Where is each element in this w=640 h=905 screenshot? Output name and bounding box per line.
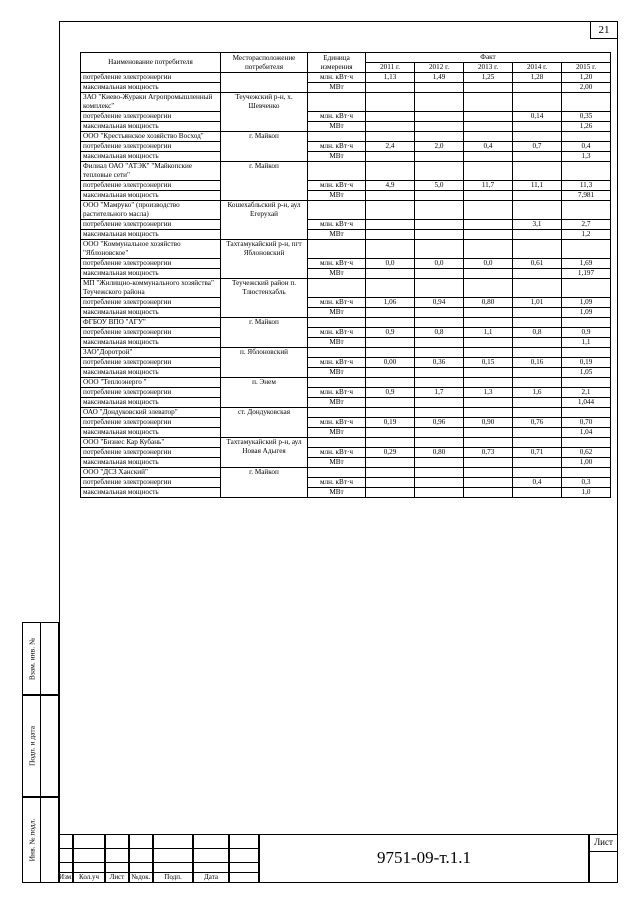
energy-value: 0,80 xyxy=(415,448,464,458)
header-location: Месторасположение потребителя xyxy=(221,53,308,73)
table-row xyxy=(81,438,611,448)
table-row xyxy=(81,83,611,93)
consumer-location xyxy=(221,73,308,93)
power-value: 1,04 xyxy=(562,428,611,438)
table-row xyxy=(81,428,611,438)
table-row xyxy=(81,368,611,378)
energy-value: 1,7 xyxy=(415,388,464,398)
consumer-name: ЗАО"Доротрой" xyxy=(81,348,221,358)
power-label: максимальная мощность xyxy=(81,368,221,378)
table-row xyxy=(81,122,611,132)
energy-unit: млн. кВт·ч xyxy=(308,328,366,338)
power-unit: МВт xyxy=(308,122,366,132)
energy-unit: млн. кВт·ч xyxy=(308,478,366,488)
consumer-name: ООО "ДСЗ Ханский" xyxy=(81,468,221,478)
energy-label: потребление электроэнергии xyxy=(81,220,221,230)
energy-value: 0,0 xyxy=(366,259,415,269)
title-block xyxy=(59,834,618,883)
table-row xyxy=(81,152,611,162)
energy-value xyxy=(415,112,464,122)
energy-unit: млн. кВт·ч xyxy=(308,259,366,269)
energy-value: 0,4 xyxy=(513,478,562,488)
energy-value: 0,94 xyxy=(415,298,464,308)
energy-label: потребление электроэнергии xyxy=(81,181,221,191)
table-row xyxy=(81,112,611,122)
energy-value: 0,9 xyxy=(366,328,415,338)
header-year: 2015 г. xyxy=(562,63,611,73)
power-label: максимальная мощность xyxy=(81,338,221,348)
table-row xyxy=(81,458,611,468)
energy-value: 0,36 xyxy=(415,358,464,368)
energy-label: потребление электроэнергии xyxy=(81,358,221,368)
consumer-location: п. Яблоновский xyxy=(221,348,308,378)
table-row xyxy=(81,279,611,298)
energy-value xyxy=(464,478,513,488)
consumer-name: ООО "Мамруко" (производство растительного масла) xyxy=(81,201,221,220)
energy-value: 0,9 xyxy=(366,388,415,398)
energy-value: 0,9 xyxy=(562,328,611,338)
power-value: 1,044 xyxy=(562,398,611,408)
power-value: 1,09 xyxy=(562,308,611,318)
table-row xyxy=(81,162,611,181)
stamp-label: Лист xyxy=(109,873,125,881)
energy-value: 0,29 xyxy=(366,448,415,458)
energy-unit: млн. кВт·ч xyxy=(308,358,366,368)
energy-value: 2,0 xyxy=(415,142,464,152)
energy-value: 0,80 xyxy=(464,298,513,308)
consumer-name: ООО "Бизнес Кар Кубань" xyxy=(81,438,221,448)
power-value: 1,00 xyxy=(562,458,611,468)
energy-value xyxy=(464,220,513,230)
energy-value: 0,71 xyxy=(513,448,562,458)
consumer-location: Тахтамукайский р-н, пгт Яблоновский xyxy=(221,240,308,279)
energy-value: 1,06 xyxy=(366,298,415,308)
power-value: 1,1 xyxy=(562,338,611,348)
power-value: 1,26 xyxy=(562,122,611,132)
energy-value: 0,0 xyxy=(464,259,513,269)
consumer-location: ст. Дондуковская xyxy=(221,408,308,438)
table-row xyxy=(81,73,611,83)
energy-unit: млн. кВт·ч xyxy=(308,388,366,398)
energy-value: 0,19 xyxy=(562,358,611,368)
table-row xyxy=(81,388,611,398)
energy-value: 0,62 xyxy=(562,448,611,458)
energy-value: 1,3 xyxy=(464,388,513,398)
side-inv-zam: Взам. инв. № xyxy=(22,622,41,695)
power-label: максимальная мощность xyxy=(81,488,221,498)
energy-value: 0,96 xyxy=(415,418,464,428)
table-row xyxy=(81,191,611,201)
table-row xyxy=(81,269,611,279)
energy-unit: млн. кВт·ч xyxy=(308,142,366,152)
header-consumer: Наименование потребителя xyxy=(81,53,221,73)
table-row xyxy=(81,478,611,488)
energy-value: 2,1 xyxy=(562,388,611,398)
power-unit: МВт xyxy=(308,398,366,408)
consumer-name: Филиал ОАО "АТЭК" "Майкопские тепловые сети" xyxy=(81,162,221,181)
table-row xyxy=(81,132,611,142)
power-label: максимальная мощность xyxy=(81,458,221,468)
energy-unit: млн. кВт·ч xyxy=(308,181,366,191)
consumer-name: ООО "Коммунальное хозяйство "Яблоновское" xyxy=(81,240,221,259)
power-unit: МВт xyxy=(308,152,366,162)
table-row xyxy=(81,338,611,348)
energy-value: 0,90 xyxy=(464,418,513,428)
energy-label: потребление электроэнергии xyxy=(81,388,221,398)
energy-value: 1,28 xyxy=(513,73,562,83)
power-label: максимальная мощность xyxy=(81,428,221,438)
table-row xyxy=(81,418,611,428)
table-row xyxy=(81,378,611,388)
header-year: 2011 г. xyxy=(366,63,415,73)
header-year: 2012 г. xyxy=(415,63,464,73)
consumer-name: ОАО "Дондуковский элеватор" xyxy=(81,408,221,418)
energy-value: 2,7 xyxy=(562,220,611,230)
side-inv-zam-blank xyxy=(41,622,59,695)
power-unit: МВт xyxy=(308,368,366,378)
document-code: 9751-09-т.1.1 xyxy=(377,848,471,867)
table-row xyxy=(81,318,611,328)
header-fact: Факт xyxy=(366,53,611,63)
energy-label: потребление электроэнергии xyxy=(81,448,221,458)
stamp-label: Дата xyxy=(204,873,218,881)
power-value: 1,3 xyxy=(562,152,611,162)
energy-value: 0,0 xyxy=(415,259,464,269)
energy-unit: млн. кВт·ч xyxy=(308,73,366,83)
energy-value: 0,4 xyxy=(562,142,611,152)
energy-unit: млн. кВт·ч xyxy=(308,112,366,122)
consumer-location: г. Майкоп xyxy=(221,318,308,348)
header-year: 2014 г. xyxy=(513,63,562,73)
side-podp-data: Подп. и дата xyxy=(22,695,41,797)
stamp-label: №док. xyxy=(131,873,151,881)
energy-value: 1,13 xyxy=(366,73,415,83)
energy-value: 3,1 xyxy=(513,220,562,230)
power-unit: МВт xyxy=(308,83,366,93)
consumer-name: ООО "Крестьянское хозяйство Восход" xyxy=(81,132,221,142)
stamp-label: Кол.уч xyxy=(79,873,99,881)
consumer-location: Тахтамукайский р-н, аул Новая Адыгея xyxy=(221,438,308,468)
table-row xyxy=(81,348,611,358)
power-label: максимальная мощность xyxy=(81,269,221,279)
consumer-name: ООО "Теплоэнерго " xyxy=(81,378,221,388)
energy-value: 2,4 xyxy=(366,142,415,152)
consumer-location: Теучежский район п. Тлюстенхабль xyxy=(221,279,308,318)
table-row xyxy=(81,468,611,478)
consumer-name: ЗАО "Киево-Жураки Агропромышленный комплекс" xyxy=(81,93,221,112)
table-row xyxy=(81,259,611,269)
energy-value: 5,0 xyxy=(415,181,464,191)
consumer-location: г. Майкоп xyxy=(221,468,308,498)
energy-label: потребление электроэнергии xyxy=(81,112,221,122)
energy-value: 11,3 xyxy=(562,181,611,191)
power-unit: МВт xyxy=(308,428,366,438)
energy-unit: млн. кВт·ч xyxy=(308,220,366,230)
energy-value: 11,7 xyxy=(464,181,513,191)
energy-value: 0,15 xyxy=(464,358,513,368)
side-podp-data-blank xyxy=(41,695,59,797)
power-label: максимальная мощность xyxy=(81,230,221,240)
table-row xyxy=(81,488,611,498)
energy-label: потребление электроэнергии xyxy=(81,328,221,338)
energy-value: 0,8 xyxy=(415,328,464,338)
energy-value: 1,1 xyxy=(464,328,513,338)
table-row xyxy=(81,308,611,318)
consumer-location: Теучежский р-н, х. Шевченко xyxy=(221,93,308,132)
power-value: 1,0 xyxy=(562,488,611,498)
stamp-label: Подп. xyxy=(164,873,182,881)
energy-value xyxy=(415,478,464,488)
table-row xyxy=(81,142,611,152)
table-row xyxy=(81,230,611,240)
consumer-location: Кошехабльский р-н, аул Егерухай xyxy=(221,201,308,240)
energy-value: 0,61 xyxy=(513,259,562,269)
side-inv-podl-blank xyxy=(41,797,59,883)
energy-unit: млн. кВт·ч xyxy=(308,448,366,458)
energy-value: 0,00 xyxy=(366,358,415,368)
power-label: максимальная мощность xyxy=(81,308,221,318)
energy-value: 4,9 xyxy=(366,181,415,191)
page-number: 21 xyxy=(590,21,618,39)
header-year: 2013 г. xyxy=(464,63,513,73)
energy-label: потребление электроэнергии xyxy=(81,418,221,428)
energy-value: 1,25 xyxy=(464,73,513,83)
energy-value: 1,49 xyxy=(415,73,464,83)
power-label: максимальная мощность xyxy=(81,191,221,201)
table-row xyxy=(81,328,611,338)
energy-label: потребление электроэнергии xyxy=(81,259,221,269)
power-label: максимальная мощность xyxy=(81,122,221,132)
power-value: 7,981 xyxy=(562,191,611,201)
energy-value xyxy=(464,112,513,122)
power-value: 1,2 xyxy=(562,230,611,240)
table-row xyxy=(81,298,611,308)
energy-value: 1,20 xyxy=(562,73,611,83)
energy-value xyxy=(415,220,464,230)
energy-value xyxy=(366,112,415,122)
table-row xyxy=(81,398,611,408)
energy-value: 0,3 xyxy=(562,478,611,488)
power-unit: МВт xyxy=(308,308,366,318)
energy-value: 0,16 xyxy=(513,358,562,368)
energy-value: 0,76 xyxy=(513,418,562,428)
energy-value: 0,73 xyxy=(464,448,513,458)
consumer-location: г. Майкоп xyxy=(221,132,308,162)
power-unit: МВт xyxy=(308,191,366,201)
table-row xyxy=(81,408,611,418)
power-value: 2,00 xyxy=(562,83,611,93)
energy-unit: млн. кВт·ч xyxy=(308,298,366,308)
energy-value: 0,8 xyxy=(513,328,562,338)
consumer-name: ФГБОУ ВПО "АГУ" xyxy=(81,318,221,328)
energy-label: потребление электроэнергии xyxy=(81,73,221,83)
power-unit: МВт xyxy=(308,338,366,348)
energy-value: 0,7 xyxy=(513,142,562,152)
energy-value: 11,1 xyxy=(513,181,562,191)
table-row xyxy=(81,240,611,259)
energy-value xyxy=(366,220,415,230)
table-row xyxy=(81,358,611,368)
energy-value: 1,01 xyxy=(513,298,562,308)
consumer-location: г. Майкоп xyxy=(221,162,308,201)
power-unit: МВт xyxy=(308,488,366,498)
table-row xyxy=(81,201,611,220)
energy-value: 1,6 xyxy=(513,388,562,398)
consumer-location: п. Энем xyxy=(221,378,308,408)
energy-label: потребление электроэнергии xyxy=(81,142,221,152)
power-value: 1,197 xyxy=(562,269,611,279)
energy-value: 1,09 xyxy=(562,298,611,308)
energy-label: потребление электроэнергии xyxy=(81,298,221,308)
power-unit: МВт xyxy=(308,269,366,279)
table-row xyxy=(81,181,611,191)
energy-label: потребление электроэнергии xyxy=(81,478,221,488)
table-row xyxy=(81,448,611,458)
power-label: максимальная мощность xyxy=(81,398,221,408)
energy-value: 0,4 xyxy=(464,142,513,152)
energy-value: 0,19 xyxy=(366,418,415,428)
power-unit: МВт xyxy=(308,458,366,468)
power-value: 1,05 xyxy=(562,368,611,378)
table-row xyxy=(81,93,611,112)
stamp-label: Изм. xyxy=(59,873,73,881)
consumer-name: МП "Жилищно-коммунального хозяйства" Теучежского района xyxy=(81,279,221,298)
table-row xyxy=(81,220,611,230)
energy-value: 0,70 xyxy=(562,418,611,428)
side-inv-podl: Инв. № подл. xyxy=(22,797,41,883)
energy-value: 1,69 xyxy=(562,259,611,269)
consumption-table xyxy=(80,52,611,498)
energy-unit: млн. кВт·ч xyxy=(308,418,366,428)
header-unit: Единица измерения xyxy=(308,53,366,73)
energy-value: 0,35 xyxy=(562,112,611,122)
energy-value xyxy=(366,478,415,488)
energy-value: 0,14 xyxy=(513,112,562,122)
sheet-label: Лист xyxy=(594,837,613,847)
power-label: максимальная мощность xyxy=(81,83,221,93)
power-unit: МВт xyxy=(308,230,366,240)
power-label: максимальная мощность xyxy=(81,152,221,162)
